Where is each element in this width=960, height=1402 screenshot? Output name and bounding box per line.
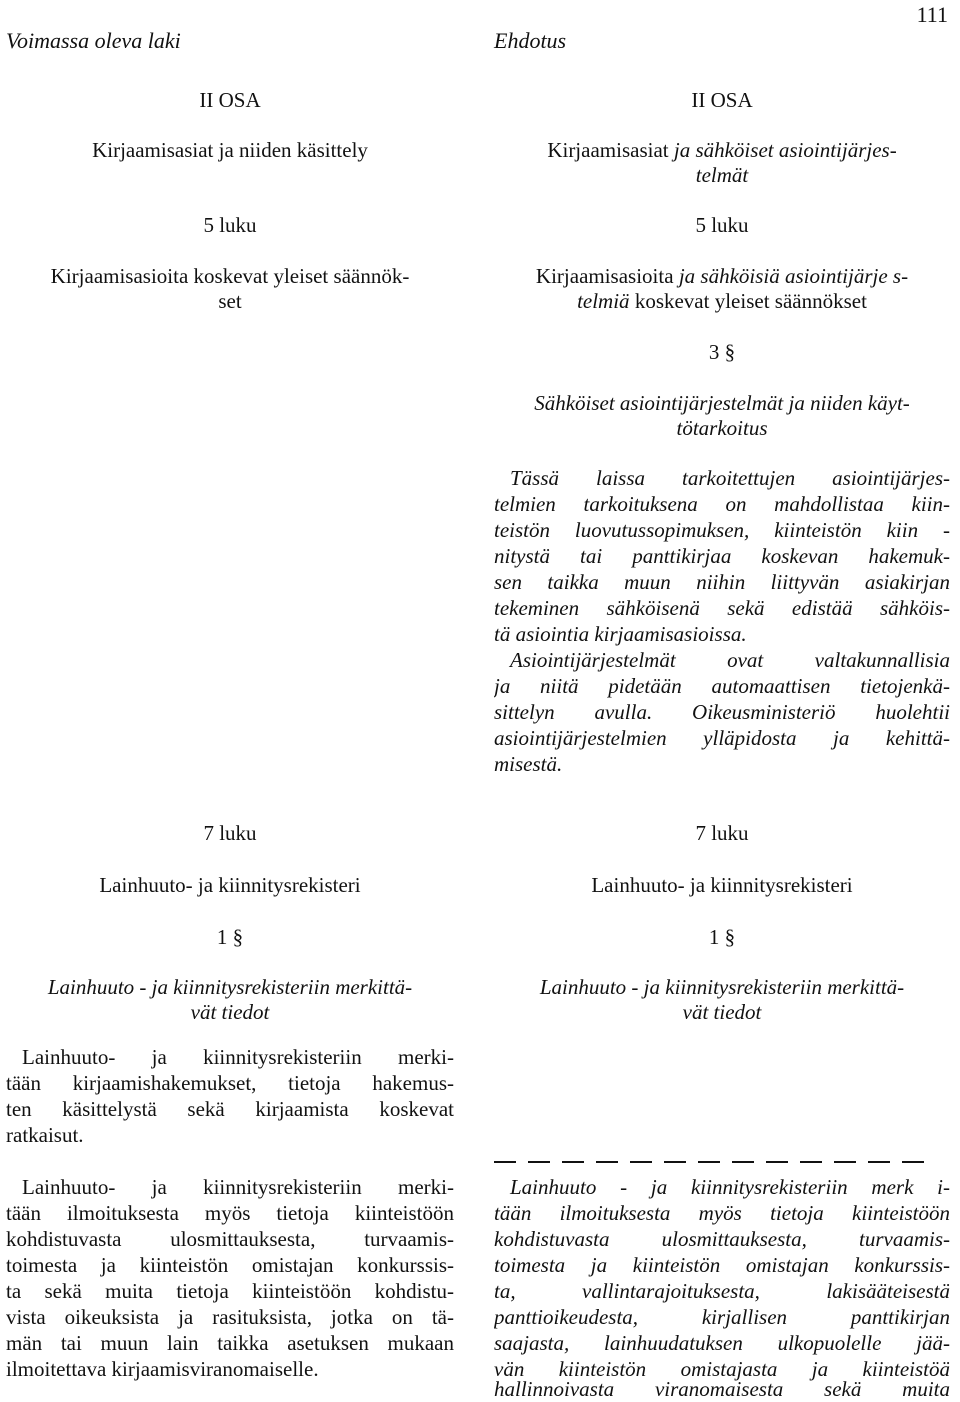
text-line: Lainhuuto- ja kiinnitysrekisteriin merki- [22, 1175, 454, 1199]
part-heading: II OSA [199, 88, 261, 112]
text-line: asiointijärjestelmien ylläpidosta ja kehittä- [494, 726, 950, 750]
chapter-heading: 5 luku [695, 213, 749, 237]
text-line: sittelyn avulla. Oikeusministeriö huolehtii [494, 700, 950, 724]
text-line: toimesta ja kiinteistön omistajan konkurssis- [6, 1253, 454, 1277]
section-title-line: vät tiedot [190, 1000, 270, 1024]
section-title-line: vät tiedot [682, 1000, 762, 1024]
text-line: tään ilmoituksesta myös tietoja kiinteistöön [6, 1201, 454, 1225]
text-line: ratkaisut. [6, 1123, 84, 1147]
chapter-title-text: koskevat yleiset säännökset [629, 289, 867, 313]
chapter-heading: 7 luku [695, 821, 749, 845]
part-heading: II OSA [691, 88, 753, 112]
text-line: ja niitä pidetään automaattisen tietojenkä- [494, 674, 950, 698]
text-line: ilmoitettava kirjaamisviranomaiselle. [6, 1357, 319, 1381]
chapter-title-line [494, 264, 950, 288]
part-title-text: Kirjaamisasiat [547, 138, 674, 162]
chapter-heading: 5 luku [203, 213, 257, 237]
text-line: tä asiointia kirjaamisasioissa. [494, 622, 747, 646]
text-line: teistön luovutussopimuksen, kiinteistön kiin - [494, 518, 950, 542]
chapter-title: Lainhuuto- ja kiinnitysrekisteri [99, 873, 361, 897]
part-title-line [494, 138, 950, 162]
part-title-addition: ja sähköiset asiointijärjes- [673, 138, 897, 162]
text-line: toimesta ja kiinteistön omistajan konkurssis- [494, 1253, 950, 1277]
section-heading: 1 § [216, 925, 244, 949]
text-line: tään ilmoituksesta myös tietoja kiinteistöön [494, 1201, 950, 1225]
section-title-line: Lainhuuto - ja kiinnitysrekisteriin merkittä- [47, 975, 413, 999]
chapter-heading: 7 luku [203, 821, 257, 845]
chapter-title-addition: ja sähköisiä asiointijärje s- [678, 264, 909, 288]
column-header-current-law: Voimassa oleva laki [6, 28, 181, 53]
text-line: Lainhuuto - ja kiinnitysrekisteriin merk i- [510, 1175, 950, 1199]
text-line: Tässä laissa tarkoitettujen asiointijärjes- [510, 466, 950, 490]
section-title-line: tötarkoitus [676, 416, 768, 440]
text-line: Asiointijärjestelmät ovat valtakunnallisia [510, 648, 950, 672]
text-line: tään kirjaamishakemukset, tietoja hakemus- [6, 1071, 454, 1095]
text-line: telmien tarkoituksena on mahdollistaa kiin- [494, 492, 950, 516]
chapter-title-line [494, 289, 950, 313]
section-heading: 3 § [708, 340, 736, 364]
text-line: ta, vallintarajoituksesta, lakisääteisestä [494, 1279, 950, 1303]
text-line: panttioikeudesta, kirjallisen panttikirjan [494, 1305, 950, 1329]
text-line: kohdistuvasta ulosmittauksesta, turvaamis- [494, 1227, 950, 1251]
text-line: nitystä tai panttikirjaa koskevan hakemuk- [494, 544, 950, 568]
section-heading: 1 § [708, 925, 736, 949]
text-line: vista oikeuksista ja rasituksista, jotka on tä- [6, 1305, 454, 1329]
text-line: ten käsittelystä sekä kirjaamista koskevat [6, 1097, 454, 1121]
part-title-addition: telmät [695, 163, 749, 187]
omitted-text-dash-line [494, 1161, 934, 1163]
text-line: män tai muun lain taikka asetuksen mukaan [6, 1331, 454, 1355]
text-line: Lainhuuto- ja kiinnitysrekisteriin merki- [22, 1045, 454, 1069]
text-line: vän kiinteistön omistajasta ja kiinteistöä [494, 1357, 950, 1381]
text-line: saajasta, lainhuudatuksen ulkopuolelle jää- [494, 1331, 950, 1355]
chapter-title-text: Kirjaamisasioita [535, 264, 679, 288]
chapter-title-line: set [218, 289, 242, 313]
page-number: 111 [916, 2, 948, 27]
chapter-title: Lainhuuto- ja kiinnitysrekisteri [591, 873, 853, 897]
text-line: kohdistuvasta ulosmittauksesta, turvaamis- [6, 1227, 454, 1251]
text-line: tekeminen sähköisenä sekä edistää sähköis- [494, 596, 950, 620]
section-title-line: Sähköiset asiointijärjestelmät ja niiden käyt- [534, 391, 910, 415]
text-line: hallinnoivasta viranomaisesta sekä muita [494, 1377, 950, 1401]
text-line: misestä. [494, 752, 563, 776]
chapter-title-line: Kirjaamisasioita koskevat yleiset säännök- [50, 264, 410, 288]
column-header-proposal: Ehdotus [494, 28, 567, 53]
text-line: ta sekä muita tietoja kiinteistöön kohdistu- [6, 1279, 454, 1303]
section-title-line: Lainhuuto - ja kiinnitysrekisteriin merkittä- [539, 975, 905, 999]
chapter-title-addition: telmiä [577, 289, 630, 313]
text-line: sen taikka muun niihin liittyvän asiakirjan [494, 570, 950, 594]
part-title: Kirjaamisasiat ja niiden käsittely [92, 138, 368, 162]
